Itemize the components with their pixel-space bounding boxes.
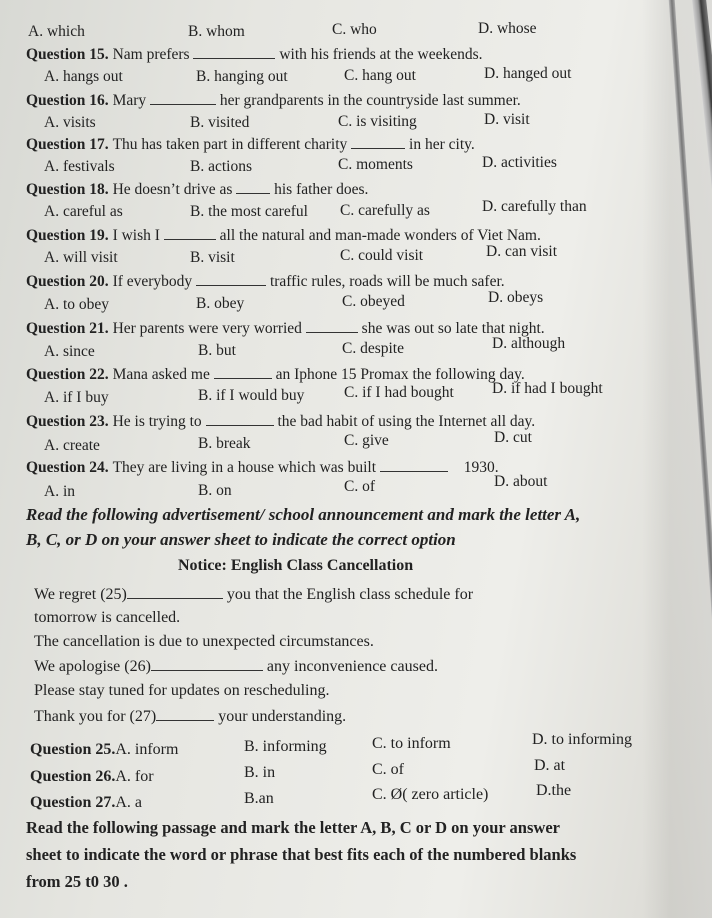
question-16: Question 16. Mary her grandparents in the countryside last summer. [26, 92, 521, 109]
option: B.an [244, 790, 274, 807]
answer-blank [351, 134, 405, 149]
option: A. if I buy [44, 389, 109, 406]
option: B. informing [244, 738, 327, 755]
option: D. if had I bought [492, 380, 603, 397]
answer-blank [214, 364, 272, 379]
answer-blank [151, 656, 263, 671]
option: C. could visit [340, 247, 424, 264]
option: D. visit [484, 111, 530, 128]
question-17: Question 17. Thu has taken part in different charity in her city. [26, 136, 475, 153]
question-22: Question 22. Mana asked me an Iphone 15 Promax the following day. [26, 366, 525, 383]
option: D. cut [494, 429, 532, 446]
section-instruction: B, C, or D on your answer sheet to indicate the correct option [26, 530, 456, 549]
option: C. hang out [344, 67, 416, 84]
option: B. visited [190, 114, 250, 131]
option: A. careful as [44, 203, 123, 220]
option: B. visit [190, 249, 235, 266]
section-instruction: from 25 t0 30 . [26, 872, 128, 891]
option: A. which [28, 23, 85, 40]
option: A. in [44, 483, 75, 500]
option: C. Ø( zero article) [372, 786, 489, 803]
answer-blank [236, 179, 270, 194]
option: C. is visiting [338, 113, 417, 130]
option: A. to obey [44, 296, 110, 313]
option: C. moments [338, 156, 413, 173]
option: A. will visit [44, 249, 118, 266]
option: C. give [344, 432, 389, 449]
question-15: Question 15. Nam prefers with his friends at the weekends. [26, 46, 483, 63]
notice-line: We regret (25) you that the English class schedule for [34, 586, 474, 603]
section-instruction: Read the following advertisement/ school announcement and mark the letter A, [26, 505, 581, 524]
answer-blank [196, 271, 266, 286]
answer-blank [193, 44, 275, 59]
option: A. visits [44, 114, 96, 131]
option: D. activities [482, 154, 557, 171]
section-instruction: sheet to indicate the word or phrase that best fits each of the numbered blanks [26, 845, 577, 864]
option: B. whom [188, 23, 245, 40]
question-18: Question 18. He doesn’t drive as his father does. [26, 181, 369, 198]
option: B. obey [196, 295, 245, 312]
option: A. create [44, 437, 100, 454]
option: D. whose [478, 20, 537, 37]
option: B. the most careful [190, 203, 308, 220]
option: B. in [244, 764, 276, 781]
option: D. carefully than [482, 198, 587, 215]
question-21: Question 21. Her parents were very worried she was out so late that night. [26, 320, 545, 337]
option: C. to inform [372, 735, 451, 752]
answer-blank [150, 90, 216, 105]
option: A. since [44, 343, 95, 360]
notice-line: Thank you for (27) your understanding. [34, 708, 347, 725]
question-27: Question 27.A. a [30, 794, 142, 811]
notice-line: We apologise (26) any inconvenience caused. [34, 658, 438, 675]
notice-line: Please stay tuned for updates on rescheduling. [34, 682, 330, 699]
question-20: Question 20. If everybody traffic rules, roads will be much safer. [26, 273, 505, 290]
answer-blank [306, 318, 358, 333]
option: C. who [332, 21, 377, 38]
option: C. of [372, 761, 404, 778]
answer-blank [206, 411, 274, 426]
option: B. break [198, 435, 251, 452]
question-23: Question 23. He is trying to the bad habit of using the Internet all day. [26, 413, 536, 430]
answer-blank [380, 457, 448, 472]
question-26: Question 26.A. for [30, 768, 154, 785]
option: C. of [344, 478, 375, 495]
option: D. although [492, 335, 566, 352]
option: B. but [198, 342, 236, 359]
option: C. if I had bought [344, 384, 454, 401]
section-instruction: Read the following passage and mark the letter A, B, C or D on your answer [26, 818, 560, 837]
question-25: Question 25.A. inform [30, 741, 179, 758]
option: C. despite [342, 340, 404, 357]
option: B. hanging out [196, 68, 288, 85]
notice-line: tomorrow is cancelled. [34, 609, 181, 626]
answer-blank [164, 225, 216, 240]
question-19: Question 19. I wish I all the natural and man-made wonders of Viet Nam. [26, 227, 541, 244]
option: C. obeyed [342, 293, 405, 310]
option: D. at [534, 757, 566, 774]
option: D.the [536, 782, 572, 799]
option: B. actions [190, 158, 252, 175]
notice-line: The cancellation is due to unexpected circumstances. [34, 633, 374, 650]
question-24: Question 24. They are living in a house which was built 1930. [26, 459, 499, 476]
option: B. if I would buy [198, 387, 305, 404]
notice-title: Notice: English Class Cancellation [178, 557, 414, 574]
option: A. festivals [44, 158, 115, 175]
option: D. about [494, 473, 548, 490]
option: D. to informing [532, 731, 632, 748]
option: D. obeys [488, 289, 544, 306]
option: B. on [198, 482, 232, 499]
option: C. carefully as [340, 202, 430, 219]
option: A. hangs out [44, 68, 123, 85]
option: D. hanged out [484, 65, 572, 82]
option: D. can visit [486, 243, 558, 260]
answer-blank [156, 706, 214, 721]
answer-blank [127, 584, 223, 599]
